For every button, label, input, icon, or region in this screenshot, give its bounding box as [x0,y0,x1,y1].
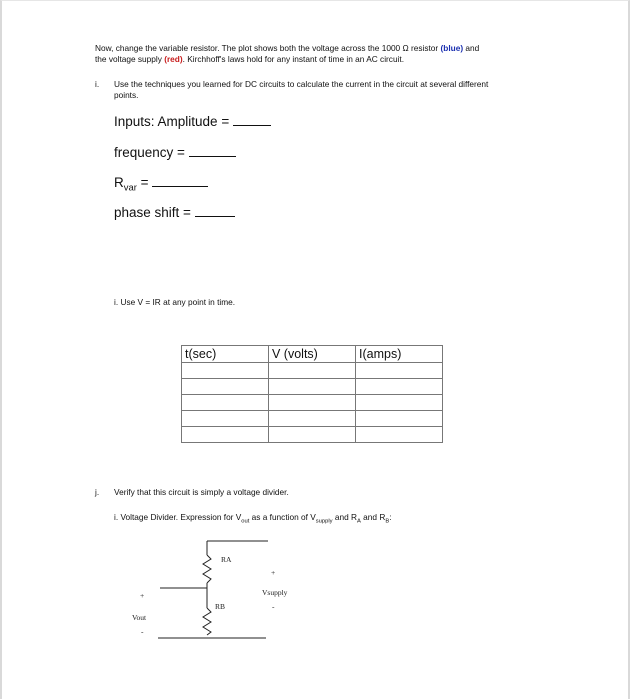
amplitude-line [114,114,271,129]
item-j-text: Verify that this circuit is simply a voltage divider. [114,487,289,497]
frequency-line [114,145,236,160]
ohm-law-note: i. Use V = IR at any point in time. [114,297,236,307]
frequency-label: frequency = [114,145,185,160]
rvar-blank[interactable] [152,185,208,187]
rvar-label: $R_{var}$ = [114,175,149,194]
phase-shift-label: phase shift = [114,205,191,220]
amplitude-blank[interactable] [233,124,271,126]
data-table [181,345,443,443]
vsupply-label: Vsupply [262,588,288,597]
table-cell[interactable] [356,427,443,443]
item-i-text [114,79,544,101]
vout-label: Vout [132,613,147,622]
table-cell[interactable] [356,363,443,379]
intro-paragraph [95,43,545,65]
table-cell[interactable] [269,395,356,411]
table-row [182,363,443,379]
table-cell[interactable] [182,427,269,443]
vout-minus: - [141,627,144,636]
voltage-divider-circuit [120,535,290,645]
header-current: I(amps) [356,346,443,363]
vout-plus: + [140,591,145,600]
table-row [182,427,443,443]
intro-text-4: . Kirchhoff's laws hold for any instant of time in an AC circuit. [182,54,405,64]
intro-red-label: (red) [164,54,183,64]
table-cell[interactable] [356,379,443,395]
intro-text-2: and [463,43,480,53]
table-cell[interactable] [269,427,356,443]
header-time: t(sec) [182,346,269,363]
table-row [182,379,443,395]
table-cell[interactable] [269,363,356,379]
intro-blue-label: (blue) [440,43,464,53]
table-cell[interactable] [182,395,269,411]
frequency-blank[interactable] [189,155,236,157]
table-cell[interactable] [182,411,269,427]
item-i-text-2: points. [114,90,139,100]
intro-text-3: the voltage supply [95,54,165,64]
ra-resistor-symbol [203,555,211,583]
rvar-line [114,175,208,194]
table-header-row [182,346,443,363]
intro-text-1: Now, change the variable resistor. The plot shows both the voltage across the 1000 Ω resistor [95,43,441,53]
table-row [182,411,443,427]
rb-label: RB [215,602,226,611]
table-cell[interactable] [269,379,356,395]
table-cell[interactable] [182,379,269,395]
item-i-marker: i. [95,79,100,89]
header-voltage: V (volts) [269,346,356,363]
voltage-divider-note: i. Voltage Divider. Expression for $V_{out}$ as a function of $V_{supply}$ and $R_A$ and $R_B$: [114,512,392,525]
amplitude-label: Inputs: Amplitude = [114,114,230,129]
vsupply-minus: - [272,602,275,611]
item-i-text-1: Use the techniques you learned for DC circuits to calculate the current in the circuit at several different [114,79,489,89]
phase-shift-blank[interactable] [195,215,235,217]
rb-resistor-symbol [203,608,211,635]
table-row [182,395,443,411]
table-cell[interactable] [269,411,356,427]
table-cell[interactable] [356,411,443,427]
item-j-marker: j. [95,487,100,497]
phase-line [114,205,235,220]
table-cell[interactable] [182,363,269,379]
table-cell[interactable] [356,395,443,411]
vsupply-plus: + [271,568,276,577]
ra-label: RA [221,555,232,564]
